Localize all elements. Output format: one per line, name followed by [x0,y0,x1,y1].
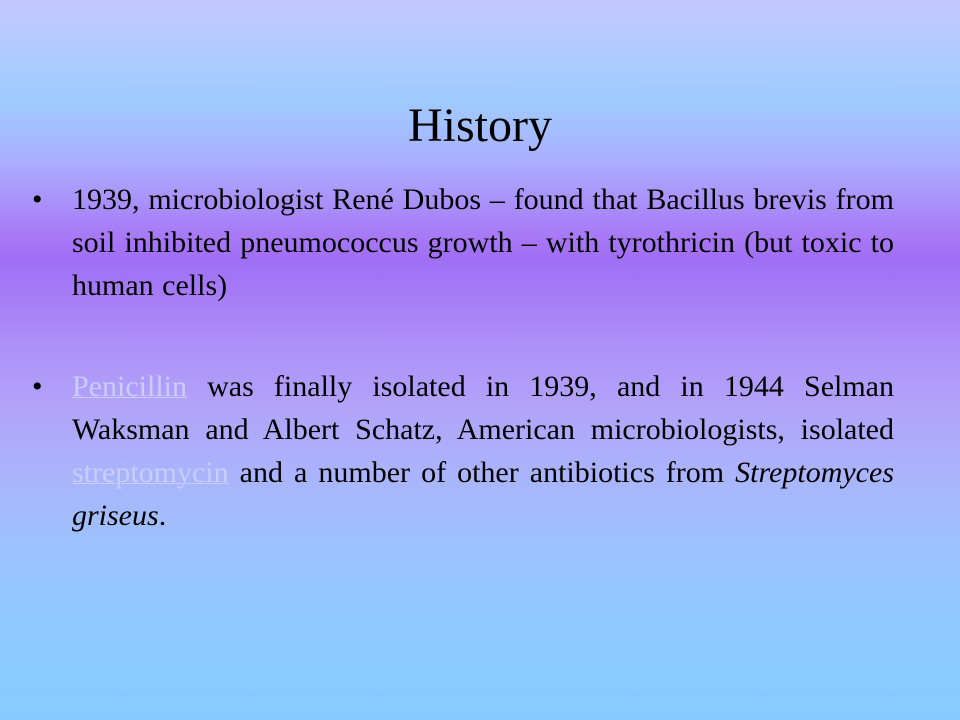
bullet-item-dubos [32,178,894,307]
bullet-text-part: was finally isolated in 1939, and in 1944 Selman Waksman and Albert Schatz, American microbiologists, isolated [72,370,894,446]
slide-title: History [408,99,552,152]
penicillin-link[interactable]: Penicillin [72,370,187,403]
bullet-text-part: . [158,499,167,532]
streptomycin-link[interactable]: streptomycin [72,456,229,489]
bullet-item-penicillin [32,365,894,537]
bullet-marker: • [32,370,43,403]
bullet-text: 1939, microbiologist René Dubos – found that Bacillus brevis from soil inhibited pneumococcus growth – with tyrothricin (but toxic to human cells) [72,183,894,302]
species-name: Streptomyces griseus [72,456,894,532]
bullet-marker: • [32,183,43,216]
bullet-text-part: and a number of other antibiotics from [228,456,736,489]
bullet-list [32,178,894,537]
